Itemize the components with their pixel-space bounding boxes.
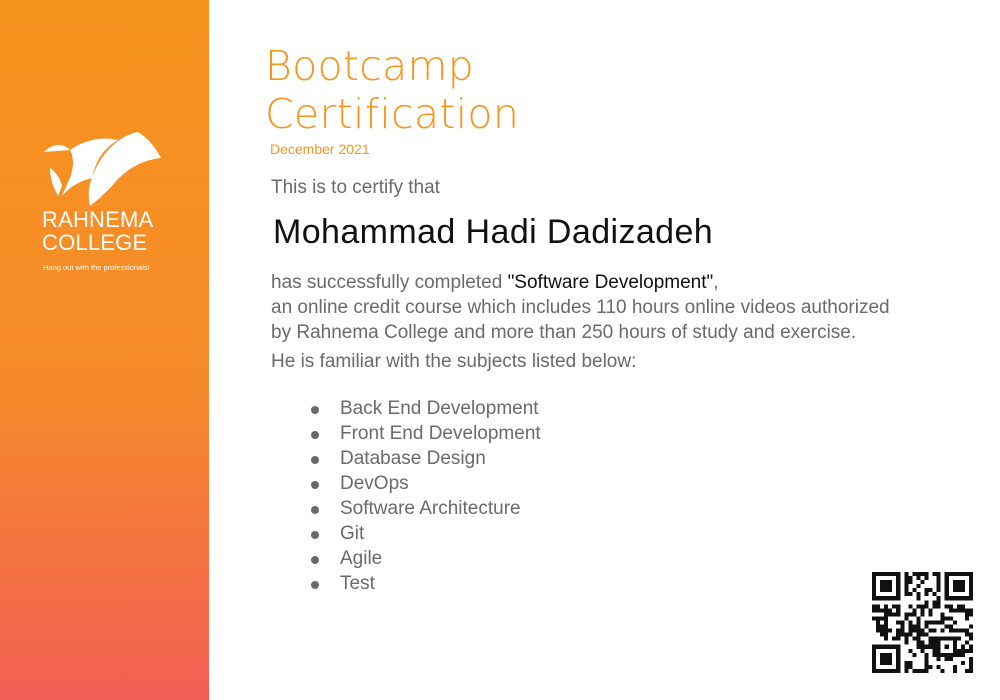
completion-line-3: by Rahnema College and more than 250 hours of study and exercise.	[271, 322, 857, 343]
bullet-icon	[311, 581, 319, 589]
bullet-icon	[311, 481, 319, 489]
college-logo-text: RAHNEMA COLLEGE	[42, 207, 154, 255]
bullet-icon	[311, 431, 319, 439]
list-item: Agile	[310, 546, 541, 571]
completion-line-1: has successfully completed "Software Development",	[271, 272, 719, 293]
qr-code-icon[interactable]	[872, 572, 973, 673]
subjects-intro: He is familiar with the subjects listed below:	[271, 351, 637, 372]
subject-list	[310, 396, 541, 596]
course-name: "Software Development"	[507, 272, 714, 293]
bullet-icon	[311, 531, 319, 539]
bullet-icon	[311, 406, 319, 414]
certificate-title: Bootcamp Certification	[265, 42, 520, 138]
bullet-icon	[311, 456, 319, 464]
list-item: Front End Development	[310, 421, 541, 446]
certificate-date: December 2021	[270, 141, 370, 157]
list-item: Database Design	[310, 446, 541, 471]
recipient-name: Mohammad Hadi Dadizadeh	[273, 213, 714, 251]
completion-statement	[271, 270, 971, 345]
bullet-icon	[311, 506, 319, 514]
list-item: DevOps	[310, 471, 541, 496]
list-item: Test	[310, 571, 541, 596]
logo-tagline: Hang out with the professionals!	[43, 263, 150, 272]
bullet-icon	[311, 556, 319, 564]
certify-statement: This is to certify that	[271, 177, 440, 198]
list-item: Back End Development	[310, 396, 541, 421]
list-item: Software Architecture	[310, 496, 541, 521]
list-item: Git	[310, 521, 541, 546]
completion-line-2: an online credit course which includes 110 hours online videos authorized	[271, 297, 890, 318]
